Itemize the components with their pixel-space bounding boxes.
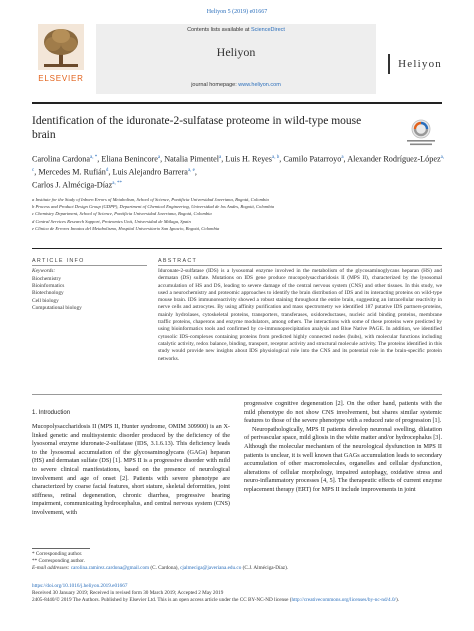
received-dates: Received 30 January 2019; Received in revised form 30 March 2019; Accepted 2 May 2019: [32, 590, 224, 597]
author-name[interactable]: , Luis H. Reyes: [221, 154, 272, 164]
email-link[interactable]: cjalmeciga@javeriana.edu.co: [180, 565, 242, 572]
affiliation-item: e Clínica de Errores Innatos del Metabolismo, Hospital Universitario San Ignacio, Bogotá, Colombia: [32, 225, 220, 231]
keywords-label: Keywords:: [32, 268, 56, 274]
check-for-updates-icon[interactable]: [404, 118, 438, 148]
email-prefix: E-mail addresses:: [32, 565, 71, 572]
doi-link[interactable]: https://doi.org/10.1016/j.heliyon.2019.e01667: [32, 583, 128, 589]
sciencedirect-link[interactable]: ScienceDirect: [250, 27, 285, 33]
author-name[interactable]: , Mercedes M. Rufián: [34, 167, 106, 177]
author-sup[interactable]: a, b: [272, 155, 280, 160]
section-rule: [32, 248, 442, 249]
email-owner: (C.J. Alméciga-Díaz).: [241, 565, 289, 572]
author-sup[interactable]: a: [157, 155, 161, 160]
journal-header: [32, 20, 442, 98]
header-rule: [32, 102, 442, 104]
heliyon-brand-logo[interactable]: Heliyon: [398, 58, 442, 70]
journal-name: Heliyon: [216, 45, 256, 59]
intro-paragraph: progressive cognitive degeneration [2]. On the other hand, patients with the mild phenotype do not show CNS involvement, but shares similar systemic features to those of the severe phenotype with a reduced rate of progression [1].: [244, 400, 442, 425]
author-sup[interactable]: d: [105, 168, 109, 174]
footnote-corresponding-1: * Corresponding author.: [32, 551, 83, 557]
keyword-item: Biochemistry: [32, 276, 62, 282]
keyword-item: Biotechnology: [32, 290, 64, 297]
email-link[interactable]: carolina.ramirez.cardona@gmail.com: [70, 565, 150, 572]
affiliation-item: a Institute for the Study of Inborn Errors of Metabolism, School of Science, Pontificia Universidad Javeriana, Bogotá, Colombia: [32, 197, 269, 202]
keyword-item: Cell biology: [32, 297, 59, 304]
introduction-left-column: Mucopolysaccharidosis II (MPS II, Hunter syndrome, OMIM 309900) is an X-linked genetic and multisystemic disorder produced by the deficiency of the lysosomal enzyme iduronate-2-sulfatase (IDS, 3.1.6.13). This deficiency leads to the lysosomal accumulation of the glycosaminoglycans (GAGs) heparan (HS) and dermatan sulfate (DS) [1]. MPS II is a progressive disorder with mild to severe clinical manifestations, based on the presence of neurological involvement and age of onset [2]. Patients with severe phenotype are characterized by coarse facial features, short stature, skeletal deformities, joint stiffness, retinal degeneration, chronic diarrhea, progressive hearing impairment, communicating hydrocephalus, and central nervous system (CNS) involvement, with: [32, 423, 230, 516]
running-head[interactable]: Heliyon 5 (2019) e01667: [206, 9, 268, 15]
author-separator: ,: [194, 167, 197, 177]
keyword-item: Computational biology: [32, 304, 82, 311]
footnote-corresponding-2: ** Corresponding author.: [32, 558, 85, 565]
footnote-emails: [32, 565, 442, 572]
license-suffix: ).: [395, 597, 400, 604]
author-list: [32, 152, 447, 192]
footnotes: [32, 551, 442, 573]
footnote-rule: [32, 548, 90, 549]
contents-prefix: Contents lists available at: [187, 27, 251, 33]
abstract-rule: [158, 265, 442, 266]
author-name[interactable]: , Camilo Patarroyo: [279, 154, 342, 164]
author-name[interactable]: , Eliana Benincore: [97, 154, 158, 164]
license-line: [32, 597, 442, 604]
abstract-text: Iduronate-2-sulfatase (IDS) is a lysosomal enzyme involved in the metabolism of the glycosaminoglycans heparan (HS) and dermatan (DS) sulfate. Mutations on IDS gene produce mucopolysaccharidosis II (MPS II), characterized by the lysosomal accumulation of HS and DS, leading to severe damage of the central nervous system (CNS) and other tissues. In this study, we used a neurochemistry and proteomic approaches to identify the brain distribution of IDS and its interacting proteins on wild-type mouse brain. IDS immunoreactivity showed a robust staining throughout the entire brain, suggesting an intracellular reactivity in nerve cells and astrocytes. By using affinity purification and mass spectrometry we identified 187 putative IDS partners-proteins, mainly hydrolases, cytoskeletal proteins, transporters, transferases, oxidoreductases, nucleic acid binding proteins, membrane traffic proteins, chaperons and enzyme modulators, among others. The interactions with some of these proteins were predicted by using bioinformatics tools and confirmed by co-immunoprecipitation analysis and Blue Native PAGE. In addition, we identified cytosolic IDS-complexes containing proteins from predicted highly connected nodes (hubs), with molecular functions including catalytic activity, redox balance, binding, transport, receptor activity and structural molecule activity. The proteins identified in this study would provide new insights about IDS physiological role into the CNS and its potential role in the brain-specific protein networks.: [158, 268, 442, 362]
author-sup[interactable]: a, e: [187, 168, 195, 174]
affiliations: [32, 196, 447, 232]
homepage-prefix: journal homepage:: [191, 82, 239, 88]
keyword-item: Bioinformatics: [32, 283, 65, 290]
homepage-line: [96, 82, 376, 88]
affiliation-item: c Chemistry Department, School of Science, Pontificia Universidad Javeriana, Bogotá, Colombia: [32, 211, 212, 217]
journal-info-box: [96, 24, 376, 94]
intro-paragraph: Neuropathologically, MPS II patients develop neuronal swelling, dilatation of perivascular space, mild gliosis in the white matter and/or hydrocephalus [3]. Although the molecular mechanism of the neurological dysfunction in MPS II patients is unclear, it is well known that GAGs accumulation leads to secondary accumulation of other macromolecules, organelles and cellular dysfunction, alterations of cellular morphology, impaired autophagy, oxidative stress and neuro-inflammatory processes [4, 5]. The therapeutic effects of current enzyme replacement therapy (ERT) for MPS II include improvements in joint: [244, 425, 442, 493]
affiliation-item: b Process and Product Design Group (GDPP), Department of Chemical Engineering, Universidad de los Andes, Bogotá, Colombia: [32, 204, 275, 210]
author-name[interactable]: , Luis Alejandro Barrera: [108, 167, 188, 177]
abstract-heading: ABSTRACT: [158, 258, 198, 264]
license-link[interactable]: http://creativecommons.org/licenses/by-nc-nd/4.0/: [291, 597, 396, 604]
introduction-right-column: [244, 400, 442, 495]
author-name[interactable]: Carolina Cardona: [32, 154, 90, 164]
info-rule: [32, 265, 147, 266]
email-owner: (C. Cardona),: [149, 565, 181, 572]
article-title: Identification of the iduronate-2-sulfatase proteome in wild-type mouse brain: [32, 115, 362, 141]
affiliation-item: d Central Services Research Support, Proteomics Unit, Universidad de Málaga, Spain: [32, 218, 191, 224]
author-name[interactable]: Carlos J. Alméciga-Díaz: [32, 181, 113, 191]
author-sup[interactable]: a, c: [32, 155, 445, 174]
article-meta-footer: [32, 583, 442, 605]
introduction-heading: 1. Introduction: [32, 410, 71, 416]
homepage-link[interactable]: www.heliyon.com: [238, 82, 281, 88]
abstract-bottom-rule: [32, 394, 442, 395]
elsevier-logo[interactable]: [32, 24, 90, 88]
author-sup[interactable]: a, *: [89, 155, 98, 160]
license-prefix: 2405-8440/© 2019 The Authors. Published by Elsevier Ltd. This is an open access article under the CC BY-NC-ND license (: [32, 597, 292, 604]
elsevier-tree-logo-icon: [38, 24, 84, 70]
contents-line: [96, 27, 376, 33]
author-sup[interactable]: a, **: [112, 181, 122, 187]
author-name[interactable]: , Alexander Rodríguez-López: [343, 154, 441, 164]
author-sup[interactable]: a: [341, 155, 344, 160]
article-info-heading: ARTICLE INFO: [32, 258, 85, 264]
brand-divider: [388, 54, 390, 74]
author-name[interactable]: , Natalia Pimentel: [160, 154, 220, 164]
author-sup[interactable]: a: [219, 155, 222, 160]
keywords-list: [32, 276, 82, 312]
elsevier-wordmark: ELSEVIER: [38, 74, 84, 83]
